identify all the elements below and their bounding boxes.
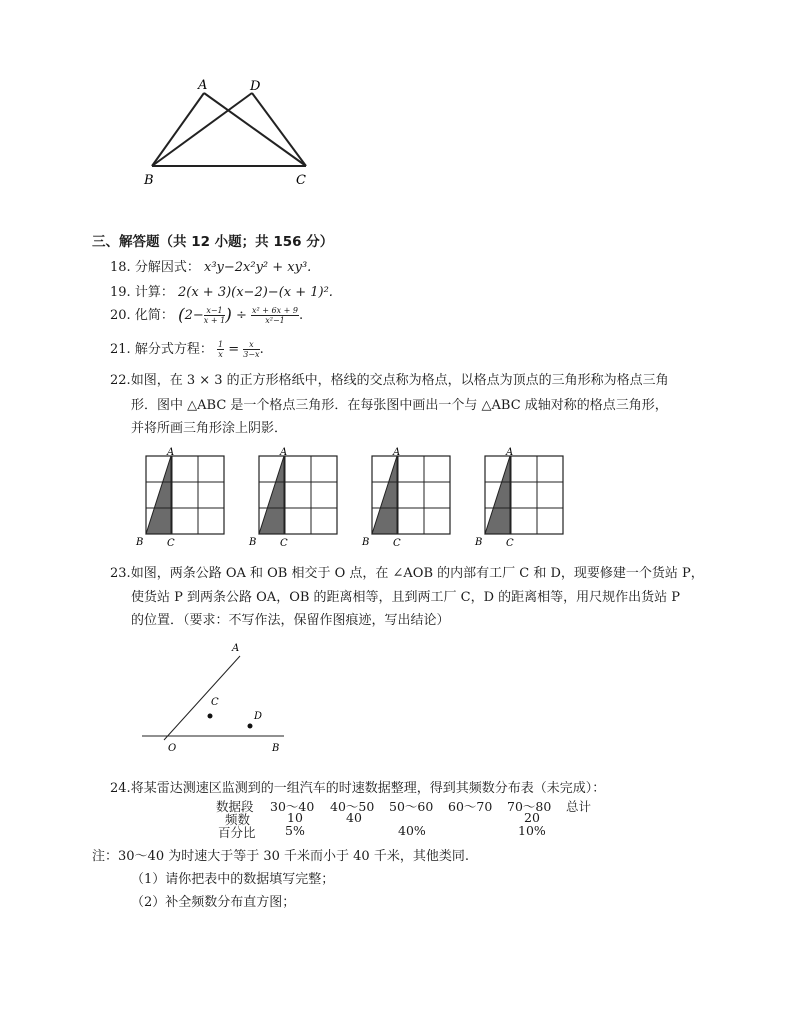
grid-3-label-a: A bbox=[393, 447, 401, 458]
segment-dc bbox=[252, 93, 306, 166]
label-a: A bbox=[198, 78, 208, 93]
table-pct-cell: 40% bbox=[398, 823, 426, 838]
question-23-line-1: 23.如图，两条公路 OA 和 OB 相交于 O 点，在 ∠AOB 的内部有工厂 C 和 D，现要修建一个货站 P， bbox=[110, 566, 704, 581]
grid-figure-2 bbox=[247, 444, 347, 550]
question-18-number: 18. bbox=[110, 260, 131, 275]
question-20-text: 化简： bbox=[134, 308, 174, 323]
question-21-fraction-2: $\frac{x}{3-x}$ bbox=[243, 340, 260, 359]
table-header-cell: 30～40 bbox=[270, 799, 315, 814]
question-21-text: 解分式方程： bbox=[134, 342, 213, 357]
table-freq-label: 频数 bbox=[225, 812, 251, 827]
grid-4-label-c: C bbox=[506, 538, 514, 549]
question-21-number: 21. bbox=[110, 342, 131, 357]
grid-2-label-b: B bbox=[249, 537, 257, 548]
triangle-abc bbox=[372, 456, 397, 534]
segment-ac bbox=[204, 93, 306, 166]
question-18 bbox=[110, 256, 311, 275]
question-24-sub-2: （2）补全频数分布直方图； bbox=[131, 895, 296, 910]
table-pct-cell: 5% bbox=[285, 823, 305, 838]
grid-2-label-c: C bbox=[280, 538, 288, 549]
question-20-fraction-2: $\frac{\text{x² + 6x + 9}}{\text{x²−1}}$ bbox=[252, 306, 299, 325]
triangle-abc bbox=[146, 456, 171, 534]
question-21: 21. 解分式方程： $\frac{1}{x}$ = $\frac{x}{3-x}$ . bbox=[110, 340, 264, 359]
label-b: B bbox=[144, 173, 154, 188]
table-pct-cell: 10% bbox=[518, 823, 546, 838]
triangle-abc bbox=[485, 456, 510, 534]
segment-ab bbox=[152, 93, 204, 166]
label-d: D bbox=[250, 79, 261, 94]
table-freq-cell: 40 bbox=[346, 810, 362, 825]
question-22-line-2: 形．图中 △ABC 是一个格点三角形．在每张图中画出一个与 △ABC 成轴对称的格点三角形， bbox=[131, 398, 668, 413]
question-19-number: 19. bbox=[110, 285, 131, 300]
label-a: A bbox=[232, 643, 240, 654]
label-b: B bbox=[272, 743, 280, 754]
point-d bbox=[248, 724, 253, 729]
grid-figure-4 bbox=[473, 444, 573, 550]
grid-4-label-b: B bbox=[475, 537, 483, 548]
question-23-line-2: 使货站 P 到两条公路 OA，OB 的距离相等，且到两工厂 C，D 的距离相等，用尺规作出货站 P bbox=[131, 590, 681, 605]
question-19-text: 计算： bbox=[134, 285, 174, 300]
question-22-number: 22. bbox=[110, 373, 131, 388]
table-header-cell: 40～50 bbox=[330, 799, 375, 814]
label-d: D bbox=[254, 711, 263, 722]
question-24: 24.将某雷达测速区监测到的一组汽车的时速数据整理，得到其频数分布表（未完成）： bbox=[110, 781, 606, 796]
question-24-sub-1: （1）请你把表中的数据填写完整； bbox=[131, 872, 335, 887]
table-header-cell: 60～70 bbox=[448, 799, 493, 814]
question-22-line-3: 并将所画三角形涂上阴影． bbox=[131, 421, 288, 436]
question-24-number: 24. bbox=[110, 781, 131, 796]
grid-1-label-c: C bbox=[167, 538, 175, 549]
triangle-abc bbox=[259, 456, 284, 534]
question-18-text: 分解因式： bbox=[134, 260, 200, 275]
question-24-note: 注：30～40 为时速大于等于 30 千米而小于 40 千米，其他类同. bbox=[92, 849, 469, 864]
table-header-label: 数据段 bbox=[216, 799, 254, 814]
question-19 bbox=[110, 281, 333, 300]
question-23-number: 23. bbox=[110, 566, 131, 581]
grid-3-label-c: C bbox=[393, 538, 401, 549]
point-c bbox=[208, 714, 213, 719]
question-22-line-1: 22.如图，在 3 × 3 的正方形格纸中，格线的交点称为格点，以格点为顶点的三角形称为格点三角 bbox=[110, 373, 669, 388]
question-20-fraction-1: $\frac{x-1}{x + 1}$ bbox=[203, 306, 226, 325]
grid-1-label-b: B bbox=[136, 537, 144, 548]
grid-2-label-a: A bbox=[280, 447, 288, 458]
label-o: O bbox=[168, 743, 177, 754]
question-18-expression: x³y−2x²y² + xy³. bbox=[203, 260, 312, 275]
grid-figure-3 bbox=[360, 444, 460, 550]
grid-1-label-a: A bbox=[167, 447, 175, 458]
grid-figure-1 bbox=[134, 444, 234, 550]
section-title: 三、解答题（共 12 小题；共 156 分） bbox=[92, 234, 334, 250]
table-header-cell: 50～60 bbox=[389, 799, 434, 814]
angle-aob-figure bbox=[136, 638, 296, 758]
table-pct-label: 百分比 bbox=[218, 825, 256, 840]
label-c: C bbox=[296, 173, 306, 188]
top-triangle-figure bbox=[140, 76, 320, 188]
ray-oa bbox=[164, 656, 240, 740]
table-header-cell: 总计 bbox=[566, 799, 592, 814]
question-19-expression: 2(x + 3)(x−2)−(x + 1)². bbox=[177, 285, 333, 300]
grid-4-label-a: A bbox=[506, 447, 514, 458]
label-c: C bbox=[211, 697, 219, 708]
table-freq-cell: 20 bbox=[524, 810, 540, 825]
question-21-fraction-1: $\frac{1}{x}$ bbox=[217, 340, 224, 359]
question-23-line-3: 的位置．（要求：不写作法，保留作图痕迹，写出结论） bbox=[131, 613, 450, 628]
question-20: 20. 化简： (2− $\frac{x-1}{x + 1}$ ) ÷ $\frac{\text{x² + 6x + 9}}{\text{x²−1}}$ . bbox=[110, 305, 304, 326]
question-20-number: 20. bbox=[110, 308, 131, 323]
grid-3-label-b: B bbox=[362, 537, 370, 548]
table-freq-cell: 10 bbox=[287, 810, 303, 825]
segment-db bbox=[152, 93, 252, 166]
table-header-cell: 70～80 bbox=[507, 799, 552, 814]
